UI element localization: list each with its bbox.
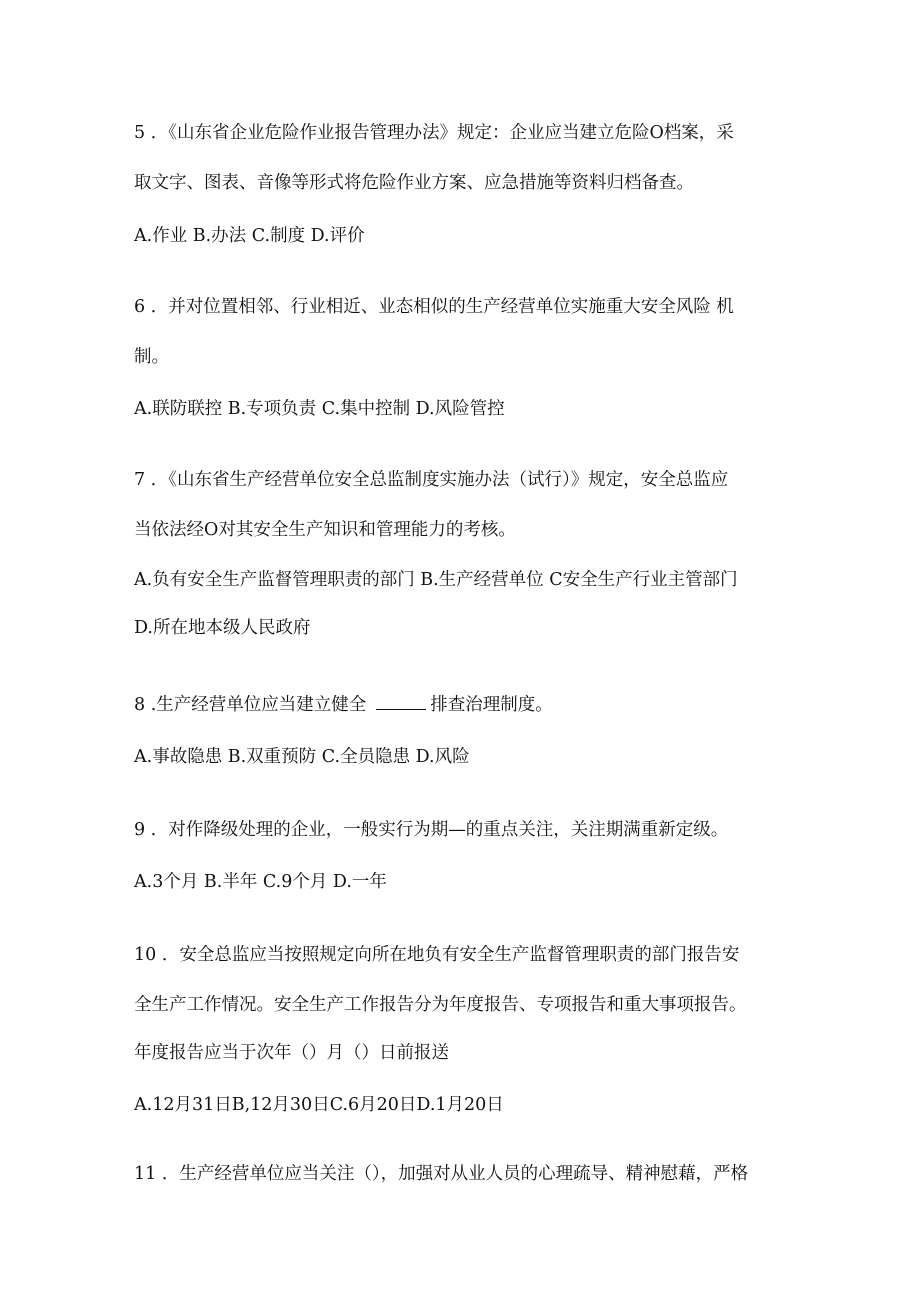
question-5-line-1: 5 ．《山东省企业危险作业报告管理办法》规定：企业应当建立危险O档案，采 [134, 123, 734, 143]
question-8-stem-end: 排查治理制度。 [430, 695, 553, 715]
question-8-line-1 [134, 693, 794, 717]
question-9-options: A.3个月 B.半年 C.9个月 D.一年 [134, 872, 387, 892]
question-6-line-1: 6 ．并对位置相邻、行业相近、业态相似的生产经营单位实施重大安全风险 机 [134, 297, 734, 317]
question-7-line-2: 当依法经O对其安全生产知识和管理能力的考核。 [134, 520, 516, 540]
question-10-line-3: 年度报告应当于次年（）月（）日前报送 [134, 1043, 449, 1063]
question-5-line-2: 取文字、图表、音像等形式将危险作业方案、应急措施等资料归档备查。 [134, 173, 694, 193]
question-9-line-1: 9 ．对作降级处理的企业，一般实行为期—的重点关注，关注期满重新定级。 [134, 820, 729, 840]
question-10-options: A.12月31日B,12月30日C.6月20日D.1月20日 [134, 1095, 504, 1115]
question-8-options: A.事故隐患 B.双重预防 C.全员隐患 D.风险 [134, 747, 470, 767]
question-7-options-line-2: D.所在地本级人民政府 [134, 618, 311, 638]
question-5-options: A.作业 B.办法 C.制度 D.评价 [134, 226, 365, 246]
question-11-line-1: 11 ．生产经营单位应当关注（），加强对从业人员的心理疏导、精神慰藉，严格 [134, 1164, 749, 1184]
question-7-line-1: 7 ．《山东省生产经营单位安全总监制度实施办法（试行）》规定，安全总监应 [134, 470, 729, 490]
question-6-line-2: 制。 [134, 347, 169, 367]
question-10-line-1: 10 ．安全总监应当按照规定向所在地负有安全生产监督管理职责的部门报告安 [134, 945, 740, 965]
fill-in-blank [376, 693, 426, 710]
question-8-stem: 8 .生产经营单位应当建立健全 [134, 695, 367, 715]
question-10-line-2: 全生产工作情况。安全生产工作报告分为年度报告、专项报告和重大事项报告。 [134, 995, 747, 1015]
question-6-options: A.联防联控 B.专项负责 C.集中控制 D.风险管控 [134, 399, 505, 419]
question-7-options-line-1: A.负有安全生产监督管理职责的部门 B.生产经营单位 C安全生产行业主管部门 [134, 570, 738, 590]
